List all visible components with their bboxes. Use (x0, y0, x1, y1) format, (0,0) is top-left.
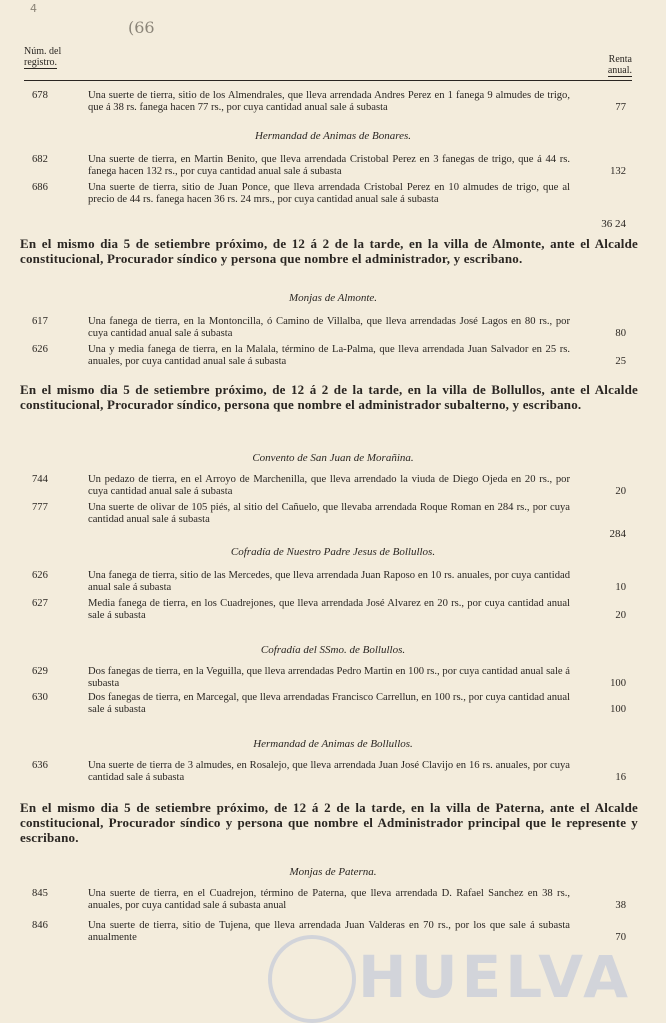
entry-number: 626 (32, 344, 48, 355)
entry-amount: 100 (610, 704, 626, 715)
entry-627 (32, 598, 626, 622)
header-rule (24, 80, 632, 81)
entry-630 (32, 692, 626, 716)
entry-number: 845 (32, 888, 48, 899)
entry-744 (32, 474, 626, 498)
page-number: (66 (128, 18, 155, 37)
archive-watermark (268, 935, 633, 1015)
entry-678 (32, 90, 626, 114)
entry-682 (32, 154, 626, 178)
notice-paragraph: En el mismo dia 5 de setiembre próximo, de 12 á 2 de la tarde, en la villa de Paterna, ante el Alcalde constitucional, Procurador síndico y persona que nombre el Administrador principal que le represente y escribano. (20, 800, 638, 845)
entry-amount: 10 (615, 582, 626, 593)
entry-text: Dos fanegas de tierra, en la Veguilla, que lleva arrendadas Pedro Martin en 100 rs., por cuya cantidad anual sale á subasta (88, 666, 570, 689)
entry-amount: 77 (615, 102, 626, 113)
entry-text: Una y media fanega de tierra, en la Malala, término de La-Palma, que lleva arrendada Juan Salvador en 25 rs. anuales, por cuya cantidad anual sale á subasta (88, 344, 570, 367)
entry-text: Una suerte de tierra, sitio de Juan Ponce, que lleva arrendada Cristobal Perez en 10 almudes de trigo, que al precio de 44 rs. fanega hacen 36 rs. 24 mrs., por cuya cantidad anual sale á subasta (88, 182, 570, 205)
entry-number: 627 (32, 598, 48, 609)
section-heading: Monjas de Almonte. (288, 292, 378, 304)
header-right-line2: anual. (607, 65, 632, 76)
entry-636 (32, 760, 626, 784)
header-right-line1: Renta (608, 54, 632, 65)
entry-number: 617 (32, 316, 48, 327)
notice-paragraph: En el mismo dia 5 de setiembre próximo, de 12 á 2 de la tarde, en la villa de Bollullos, ante el Alcalde constitucional, Procurador síndico, persona que nombre el administrador subalterno, y escribano. (20, 382, 638, 412)
entry-777 (32, 502, 626, 526)
watermark-text: HUELVA (358, 943, 633, 1011)
entry-number: 777 (32, 502, 48, 513)
entry-text: Una suerte de tierra, en Martin Benito, que lleva arrendada Cristobal Perez en 3 fanegas de trigo, que á 44 rs. fanega hacen 132 rs., por cuya cantidad anual sale á subasta (88, 154, 570, 177)
section-heading: Cofradía del SSmo. de Bollullos. (260, 644, 406, 656)
entry-amount: 132 (610, 166, 626, 177)
column-header-registro (24, 46, 84, 69)
entry-amount: 16 (615, 772, 626, 783)
entry-626-bollullos (32, 570, 626, 594)
entry-amount: 25 (615, 356, 626, 367)
entry-686 (32, 182, 626, 206)
entry-626-almonte (32, 344, 626, 368)
column-header-renta (572, 54, 632, 77)
entry-text: Una suerte de tierra, en el Cuadrejon, término de Paterna, que lleva arrendada D. Rafael Sanchez en 38 rs., anuales, por cuya cantidad sale á subasta anual (88, 888, 570, 911)
shield-icon (268, 935, 356, 1023)
entry-text: Una suerte de tierra de 3 almudes, en Rosalejo, que lleva arrendada Juan José Clavijo en 16 rs. anuales, por cuya cantidad sale á subasta (88, 760, 570, 783)
entry-number: 630 (32, 692, 48, 703)
entry-amount: 38 (615, 900, 626, 911)
corner-mark: 4 (30, 2, 37, 15)
entry-number: 629 (32, 666, 48, 677)
entry-amount: 20 (615, 486, 626, 497)
entry-text: Una suerte de tierra, sitio de los Almendrales, que lleva arrendada Andres Perez en 1 fanega 9 almudes de trigo, que á 38 rs. fanega hacen 77 rs., por cuya cantidad anual sale á subasta (88, 90, 570, 113)
entry-text: Dos fanegas de tierra, en Marcegal, que lleva arrendadas Francisco Carrellun, en 100 rs., por cuya cantidad anual sale á subasta (88, 692, 570, 715)
subtotal: 36 24 (601, 218, 626, 230)
entry-number: 846 (32, 920, 48, 931)
entry-629 (32, 666, 626, 690)
section-heading: Convento de San Juan de Morañina. (252, 452, 414, 464)
header-left-line1: Núm. del (24, 46, 62, 57)
entry-number: 626 (32, 570, 48, 581)
notice-paragraph: En el mismo dia 5 de setiembre próximo, de 12 á 2 de la tarde, en la villa de Almonte, ante el Alcalde constitucional, Procurador síndico y persona que nombre el administrador, y escribano. (20, 236, 638, 266)
entry-amount: 80 (615, 328, 626, 339)
section-heading: Cofradía de Nuestro Padre Jesus de Bollullos. (230, 546, 436, 558)
entry-number: 678 (32, 90, 48, 101)
entry-number: 686 (32, 182, 48, 193)
entry-amount: 100 (610, 678, 626, 689)
entry-amount: 20 (615, 610, 626, 621)
entry-number: 682 (32, 154, 48, 165)
entry-text: Una fanega de tierra, en la Montoncilla, ó Camino de Villalba, que lleva arrendadas José Lagos en 80 rs., por cuya cantidad anual sale á subasta (88, 316, 570, 339)
entry-617 (32, 316, 626, 340)
entry-text: Una fanega de tierra, sitio de las Mercedes, que lleva arrendada Juan Raposo en 10 rs. anuales, por cuya cantidad anual sale á subasta (88, 570, 570, 593)
entry-amount: 70 (615, 932, 626, 943)
section-heading: Hermandad de Animas de Bonares. (254, 130, 412, 142)
subtotal: 284 (609, 528, 626, 540)
entry-number: 744 (32, 474, 48, 485)
header-left-line2: registro. (24, 57, 58, 68)
section-heading: Hermandad de Animas de Bollullos. (253, 738, 413, 750)
section-heading: Monjas de Paterna. (289, 866, 377, 878)
entry-number: 636 (32, 760, 48, 771)
entry-text: Una suerte de olivar de 105 piés, al sitio del Cañuelo, que llevaba arrendada Roque Roman en 284 rs., por cuya cantidad anual sale á subasta (88, 502, 570, 525)
entry-text: Un pedazo de tierra, en el Arroyo de Marchenilla, que lleva arrendado la viuda de Diego Ojeda en 20 rs., por cuya cantidad anual sale á subasta (88, 474, 570, 497)
entry-845 (32, 888, 626, 912)
entry-text: Una suerte de tierra, sitio de Tujena, que lleva arrendada Juan Valderas en 70 rs., por los que sale á subasta anualmente (88, 920, 570, 943)
entry-text: Media fanega de tierra, en los Cuadrejones, que lleva arrendada José Alvarez en 20 rs., por cuya cantidad anual sale á subasta (88, 598, 570, 621)
